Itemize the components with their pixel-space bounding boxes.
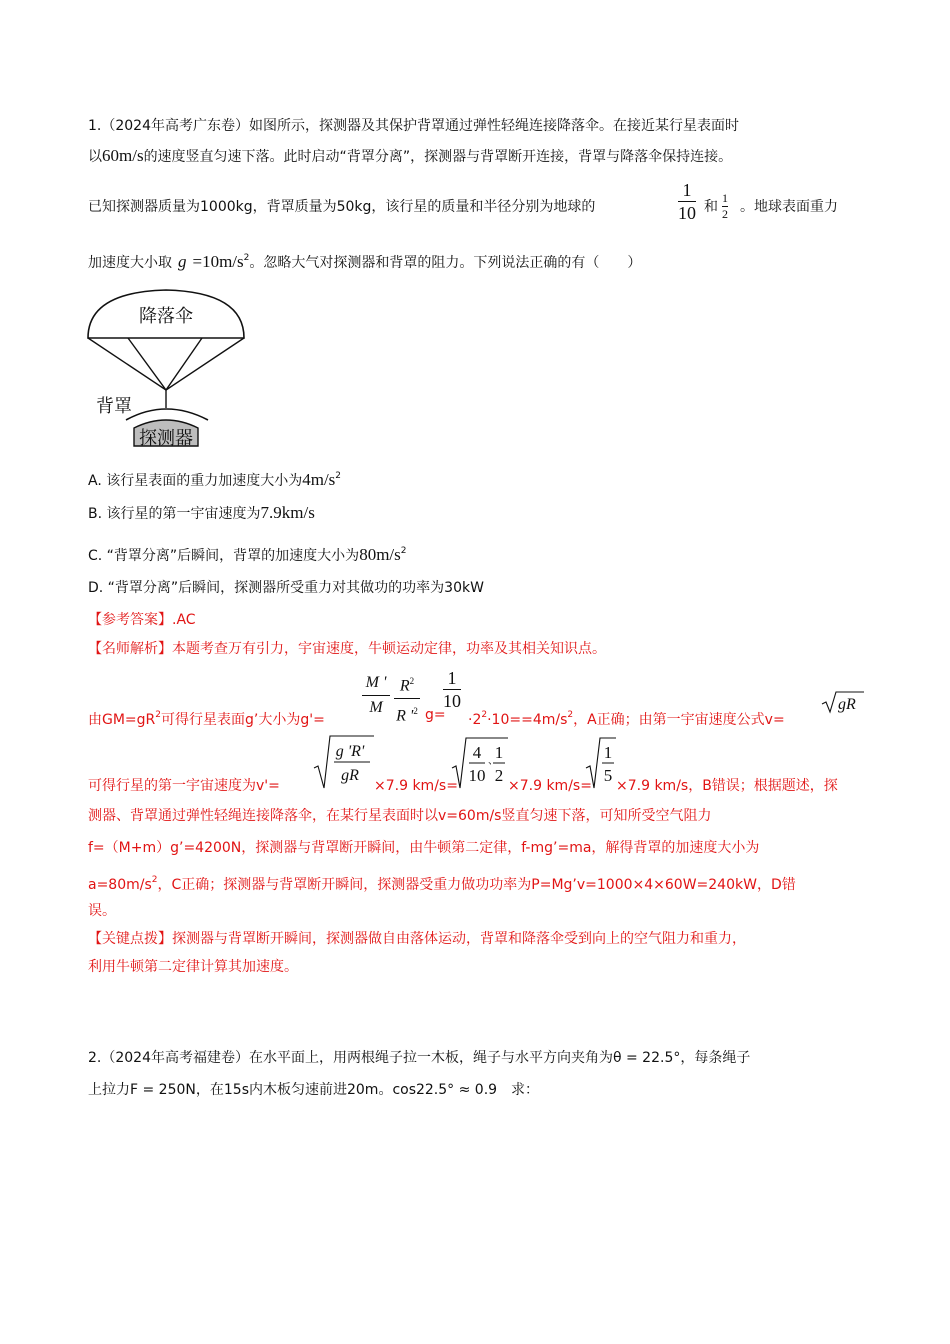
q2-line2: 上拉力F = 250N，在15s内木板匀速前进20m。cos22.5° ≈ 0.9 求：	[88, 1082, 540, 1098]
shield-label: 背罩	[96, 396, 132, 417]
q1-line2	[88, 146, 732, 167]
analysis-head: 【名师解析】本题考查万有引力，宇宙速度，牛顿运动定律，功率及其相关知识点。	[88, 641, 606, 657]
line-left	[88, 338, 166, 390]
svg-text:5: 5	[603, 766, 613, 785]
q2-line1: 2.（2024年高考福建卷）在水平面上，用两根绳子拉一木板，绳子与水平方向夹角为θ = 22.5°，每条绳子	[88, 1050, 751, 1066]
line-mid-right	[166, 338, 202, 390]
solution-line2-mid1: ×7.9 km/s=	[374, 778, 458, 794]
shield-arc	[126, 409, 208, 420]
sqrt-ratio-2	[450, 736, 508, 790]
svg-text:1: 1	[494, 743, 504, 762]
solution-line2-mid2: ×7.9 km/s=	[508, 778, 592, 794]
solution-line6: 误。	[88, 903, 116, 919]
q1-line3-post: 。地球表面重力	[740, 199, 838, 215]
q1-line3-pre: 已知探测器质量为1000kg，背罩质量为50kg，该行星的质量和半径分别为地球的	[88, 199, 596, 215]
q1-frac-one-tenth: $\frac{1}{10}$	[678, 180, 696, 223]
solution-line5: $a=80m/s^2$，C正确；探测器与背罩断开瞬间，探测器受重力做功功率为P=Mg’v=1000×4×60W=240kW，D错	[88, 875, 796, 893]
mass-ratio-frac: M ' M	[362, 672, 390, 719]
solution-line2-pre: 可得行星的第一宇宙速度为v'=	[88, 778, 280, 794]
svg-text:gR: gR	[838, 696, 856, 713]
sqrt-ratio-1	[312, 734, 374, 790]
sqrt-one-fifth	[584, 736, 616, 790]
option-d: D. “背罩分离”后瞬间，探测器所受重力对其做功的功率为30kW	[88, 580, 484, 596]
svg-text:1: 1	[603, 743, 613, 762]
svg-text:gR: gR	[341, 767, 359, 784]
key-point-line1: 【关键点拨】探测器与背罩断开瞬间，探测器做自由落体运动，背罩和降落伞受到向上的空气阻力和重力，	[88, 931, 746, 947]
svg-text:g 'R': g 'R'	[335, 743, 365, 760]
key-point-line2: 利用牛顿第二定律计算其加速度。	[88, 959, 298, 975]
svg-text:2: 2	[494, 766, 504, 785]
q1-line1: 1.（2024年高考广东卷）如图所示，探测器及其保护背罩通过弹性轻绳连接降落伞。在接近某行星表面时	[88, 118, 739, 134]
q1-line3-mid: 和	[704, 199, 718, 215]
one-tenth-frac: $\frac{1}{10}$	[443, 668, 461, 711]
line-mid-left	[128, 338, 166, 390]
solution-g: g=	[425, 707, 446, 723]
sqrt-gr	[820, 690, 864, 716]
parachute-label: 降落伞	[139, 306, 193, 327]
probe-label: 探测器	[139, 428, 193, 449]
option-c: C. “背罩分离”后瞬间，背罩的加速度大小为$80m/s^2$	[88, 545, 407, 564]
q1-line2-post: 的速度竖直匀速下落。此时启动“背罩分离”，探测器与背罩断开连接，背罩与降落伞保持连接。	[143, 149, 733, 165]
option-a: A. 该行星表面的重力加速度大小为$4m/s^2$	[88, 470, 342, 489]
option-b: B. 该行星的第一宇宙速度为7.9km/s	[88, 503, 315, 522]
q1-speed: 60m/s	[102, 146, 144, 165]
line-right	[166, 338, 244, 390]
solution-line1-post: $\cdot 2^2\cdot 10==4m/s^2$，A正确；由第一宇宙速度公式v=	[468, 710, 785, 728]
solution-line3: 测器、背罩通过弹性轻绳连接降落伞，在某行星表面时以v=60m/s竖直匀速下落，可知所受空气阻力	[88, 808, 712, 824]
svg-text:4: 4	[472, 743, 482, 762]
q1-line2-pre: 以	[88, 149, 102, 165]
q1-frac-one-half: $\frac{1}{2}$	[722, 191, 728, 221]
solution-line4: f=（M+m）g’=4200N，探测器与背罩断开瞬间，由牛顿第二定律，f-mg’=ma，解得背罩的加速度大小为	[88, 840, 760, 856]
q1-line4: 加速度大小取 $g =10m/s^2$。忽略大气对探测器和背罩的阻力。下列说法正确的有（ ）	[88, 252, 642, 271]
parachute-figure	[84, 286, 254, 450]
svg-text:、: 、	[488, 756, 498, 767]
svg-text:10: 10	[468, 766, 486, 785]
answer-line: 【参考答案】.AC	[88, 612, 196, 628]
solution-line1-pre: 由$GM=gR^2$可得行星表面g’大小为g'=	[88, 710, 325, 728]
radius-ratio-frac: $R^2$ R '$^2$	[394, 670, 420, 728]
solution-line2-post: ×7.9 km/s，B错误；根据题述，探	[616, 778, 838, 794]
q1-line3	[88, 197, 595, 217]
